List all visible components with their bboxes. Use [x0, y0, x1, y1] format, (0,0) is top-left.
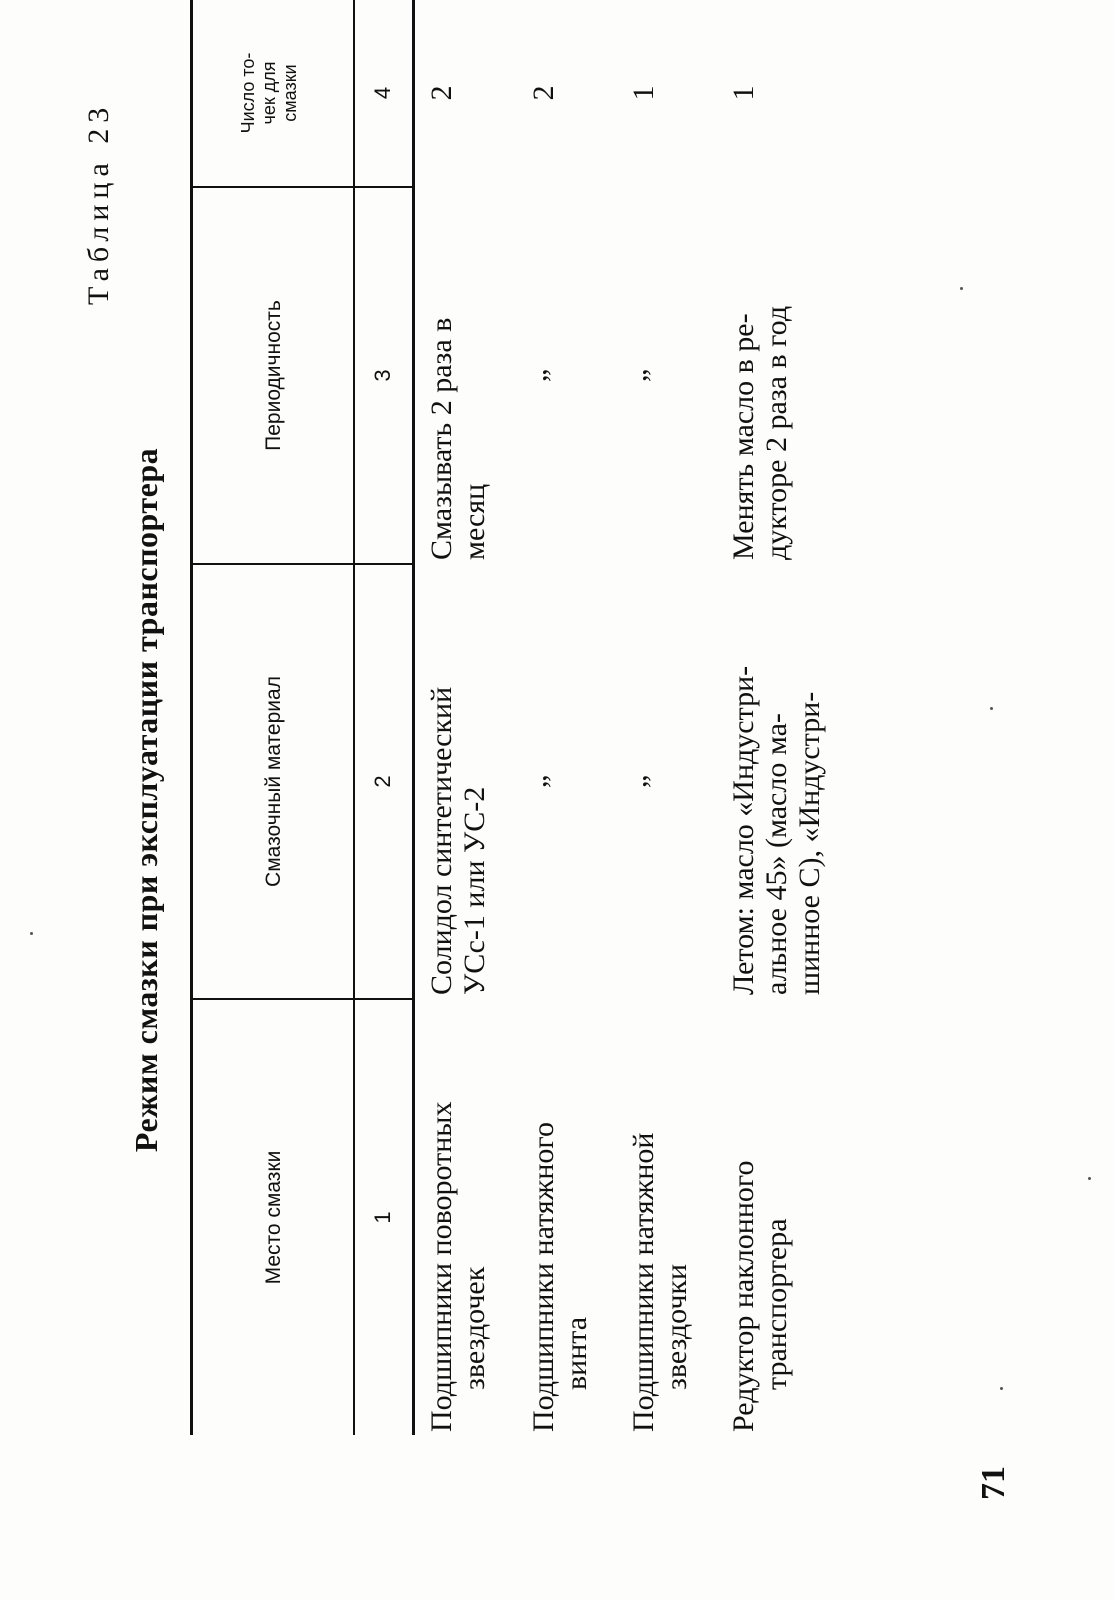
- column-number-4: 4: [370, 86, 395, 100]
- row-4-period-line-2: дукторе 2 раза в год: [760, 305, 793, 560]
- row-4-material: [727, 666, 826, 995]
- row-1-place-line-1: Подшипники поворотных: [425, 1101, 458, 1432]
- row-1-period-line-2: месяц: [458, 483, 491, 560]
- page-number: 71: [975, 1466, 1012, 1500]
- row-1-period-line-1: Смазывать 2 раза в: [425, 317, 458, 560]
- row-2-place-line-1: Подшипники натяжного: [527, 1122, 560, 1432]
- row-2-place: [527, 1122, 593, 1432]
- column-header-place: Место смазки: [262, 1150, 285, 1285]
- header-bottom-rule: [412, 0, 415, 1435]
- row-4-points: 1: [727, 85, 760, 101]
- row-4-material-line-1: Летом: масло «Индустри-: [727, 665, 760, 995]
- column-header-points: [238, 0, 301, 186]
- column-header-period: Периодичность: [262, 300, 285, 451]
- column-number-1: 1: [370, 1211, 395, 1224]
- column-number-2: 2: [370, 775, 395, 788]
- row-4-material-line-2: альное 45» (масло ма-: [760, 713, 793, 995]
- row-3-material-ditto: „: [620, 774, 653, 789]
- column-header-points-line-3: смазки: [280, 64, 300, 122]
- table-title: Режим смазки при эксплуатации транспортера: [128, 447, 164, 1153]
- row-1-place-line-2: звездочек: [458, 1266, 491, 1390]
- table-top-rule: [190, 0, 193, 1435]
- numbers-top-rule: [353, 0, 355, 1435]
- row-1-material-line-2: УСс-1 или УС-2: [458, 786, 491, 995]
- scan-speck: [960, 287, 963, 290]
- row-2-period-ditto: „: [520, 368, 553, 383]
- row-4-place: [727, 1161, 793, 1432]
- row-1-place: [425, 1102, 491, 1432]
- scan-speck: [30, 932, 33, 935]
- row-4-period-line-1: Менять масло в ре-: [727, 313, 760, 560]
- row-3-place: [627, 1133, 693, 1432]
- row-3-points: 1: [627, 85, 660, 101]
- row-4-place-line-2: транспортера: [760, 1218, 793, 1390]
- row-1-material-line-1: Солидол синтетический: [425, 686, 458, 995]
- column-header-points-line-2: чек для: [259, 61, 279, 125]
- row-3-place-line-2: звездочки: [660, 1263, 693, 1390]
- row-4-material-line-3: шинное С), «Индустри-: [793, 691, 826, 995]
- row-1-material: [425, 687, 491, 995]
- row-2-material-ditto: „: [520, 774, 553, 789]
- row-3-place-line-1: Подшипники натяжной: [627, 1132, 660, 1432]
- column-header-points-line-1: Число то-: [238, 52, 258, 134]
- row-1-points: 2: [425, 85, 458, 101]
- scan-speck: [1088, 1177, 1091, 1180]
- row-4-place-line-1: Редуктор наклонного: [727, 1160, 760, 1432]
- row-2-points: 2: [527, 85, 560, 101]
- row-2-place-line-2: винта: [560, 1316, 593, 1390]
- column-header-material: Смазочный материал: [262, 676, 285, 887]
- row-1-period: [425, 318, 491, 560]
- row-3-period-ditto: „: [620, 368, 653, 383]
- scan-speck: [990, 707, 993, 710]
- column-number-3: 3: [370, 369, 395, 382]
- row-4-period: [727, 306, 793, 560]
- scan-speck: [1000, 1387, 1003, 1390]
- table-label: Таблица 23: [82, 101, 115, 305]
